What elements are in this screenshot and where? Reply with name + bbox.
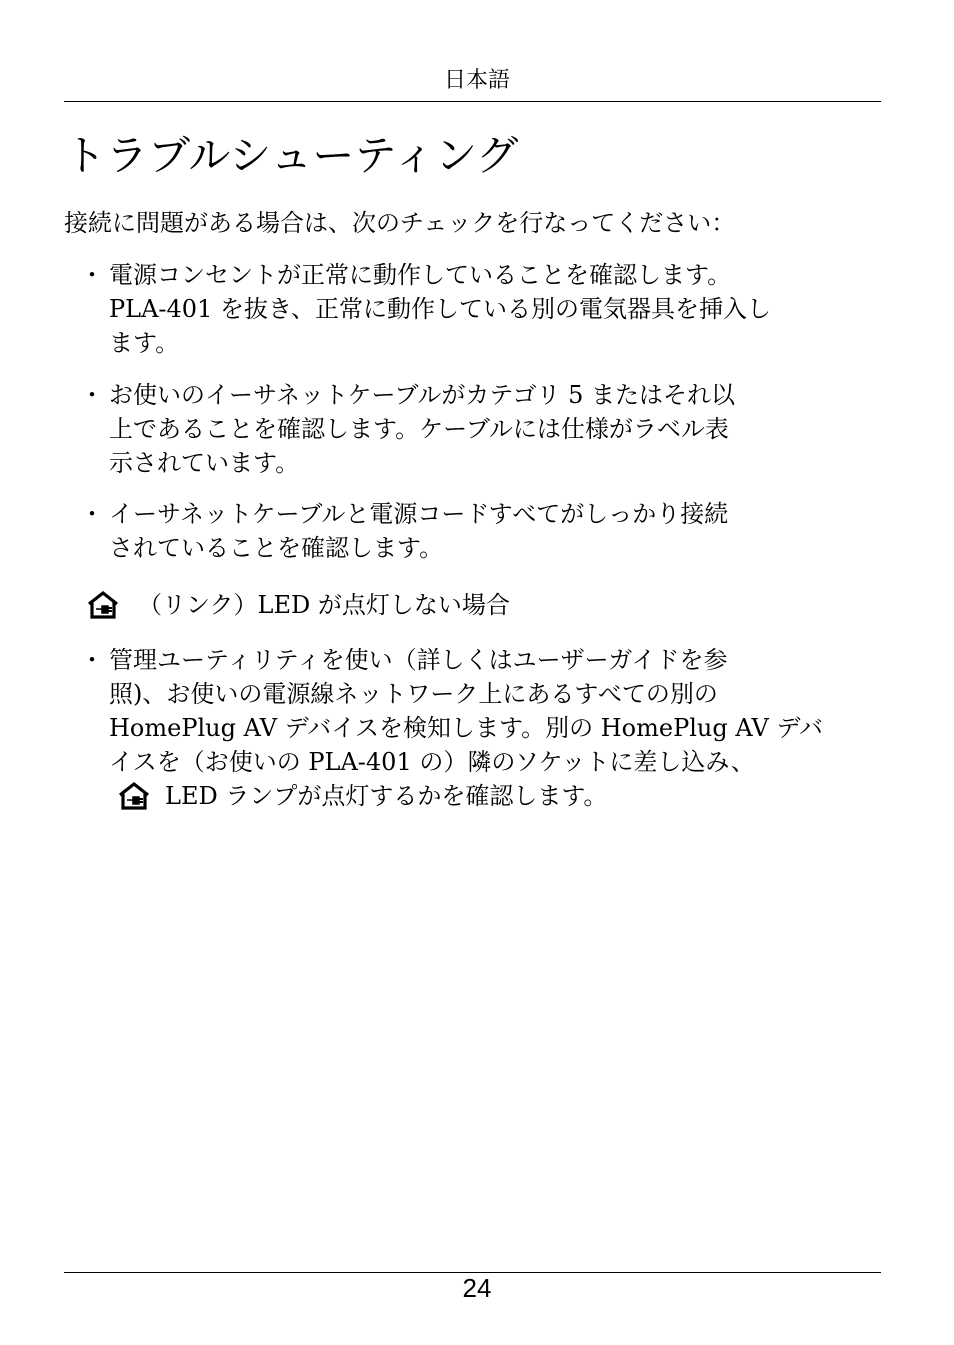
bullet-line-with-icon: [109, 779, 880, 813]
bullet-outlet-check: [80, 258, 880, 360]
bullet-line: 電源コンセントが正常に動作していることを確認します。: [109, 261, 732, 289]
bullet-management-utility: [80, 643, 880, 813]
intro-text: 接続に問題がある場合は、次のチェックを行なってください：: [64, 209, 736, 237]
bullet-last-line-text: LED ランプが点灯するかを確認します。: [165, 782, 608, 810]
link-led-heading: [86, 588, 510, 622]
bullet-line: お使いのイーサネットケーブルがカテゴリ 5 またはそれ以: [109, 381, 735, 409]
bullet-dot: ・: [80, 261, 104, 289]
bullet-line: HomePlug AV デバイスを検知します。別の HomePlug AV デバ: [109, 714, 824, 742]
bullet-dot: ・: [80, 646, 104, 674]
bullet-line: 管理ユーティリティを使い（詳しくはユーザーガイドを参: [109, 646, 728, 674]
bullet-dot: ・: [80, 381, 104, 409]
bullet-text: [109, 497, 880, 565]
bullet-line: 示されています。: [109, 449, 300, 477]
bullet-text: [109, 258, 880, 360]
link-led-heading-text: （リンク）LED が点灯しない場合: [138, 591, 510, 619]
bullet-line: 上であることを確認します。ケーブルには仕様がラベル表: [109, 415, 729, 443]
bullet-line: 照)、お使いの電源線ネットワーク上にあるすべての別の: [109, 680, 718, 708]
bullet-dot: ・: [80, 500, 104, 528]
page-number: 24: [462, 1273, 492, 1303]
bullet-line: されていることを確認します。: [109, 534, 444, 562]
page-title: トラブルシューティング: [64, 131, 519, 180]
header-rule: [64, 101, 881, 102]
bullet-line: イーサネットケーブルと電源コードすべてがしっかり接続: [109, 500, 729, 528]
bullet-line: イスを（お使いの PLA-401 の）隣のソケットに差し込み、: [109, 748, 755, 776]
home-plug-link-icon: [117, 781, 151, 811]
bullet-text: [109, 643, 880, 813]
header-language: 日本語: [443, 68, 510, 93]
bullet-line: ます。: [109, 329, 180, 357]
bullet-cable-category: [80, 378, 880, 480]
home-plug-link-icon: [86, 590, 120, 620]
bullet-line: PLA-401 を抜き、正常に動作している別の電気器具を挿入し: [109, 295, 772, 323]
bullet-connections: [80, 497, 880, 565]
bullet-text: [109, 378, 880, 480]
